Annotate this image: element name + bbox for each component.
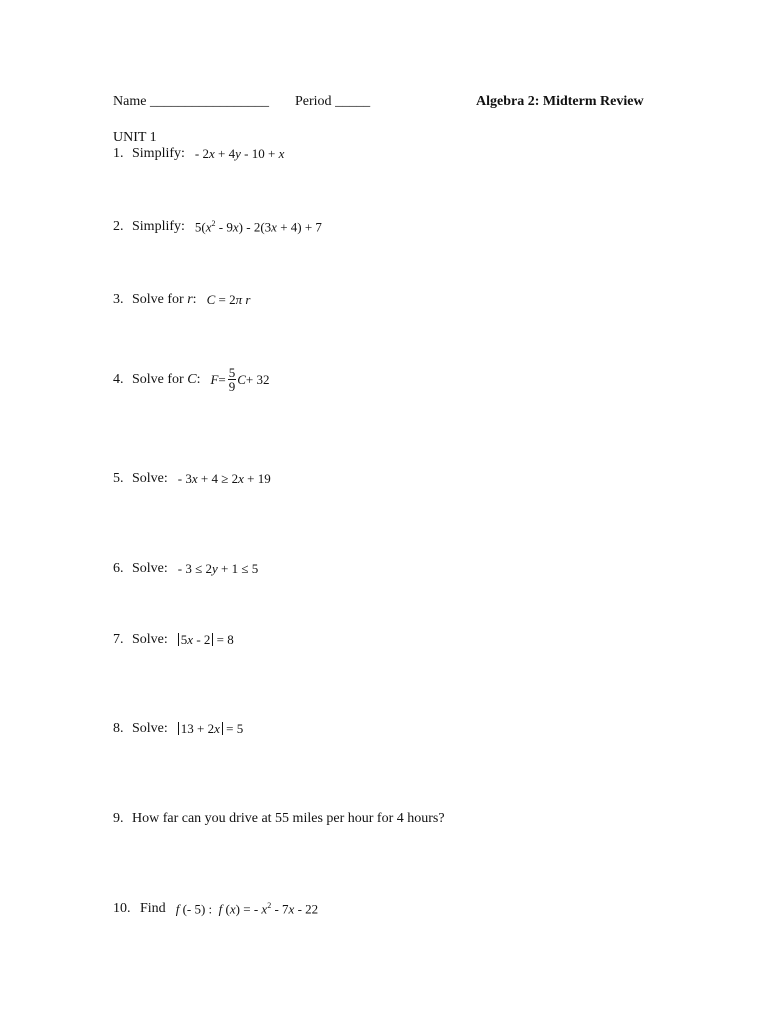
question-6 <box>113 561 258 577</box>
question-text: Solve for <box>132 371 184 387</box>
question-2 <box>113 219 322 235</box>
name-field <box>113 94 269 110</box>
expression: - 3 ≤ 2y + 1 ≤ 5 <box>177 561 259 576</box>
expression: F = $\frac{5}{9}$ C + 32 <box>210 365 270 394</box>
question-10 <box>113 901 318 917</box>
question-number: 6. <box>113 561 124 576</box>
question-text: Solve: <box>132 471 168 486</box>
fraction: $\frac{5}{9}$ <box>228 365 236 394</box>
question-variable: C <box>187 371 197 387</box>
question-number: 2. <box>113 219 124 235</box>
question-text: Solve: <box>132 632 168 647</box>
question-text: Solve: <box>132 561 168 576</box>
question-text: Solve: <box>132 721 168 736</box>
absolute-value: 5x - 2 <box>178 633 214 646</box>
question-number: 4. <box>113 371 124 387</box>
question-number: 9. <box>113 811 124 826</box>
question-number: 7. <box>113 632 124 647</box>
question-text: Find <box>140 901 166 917</box>
question-number: 3. <box>113 292 124 307</box>
expression: $5(x^2 - 9x) - 2(3x + 4) + 7$ <box>194 219 322 235</box>
expression: f (- 5) : f (x) = - $x^2 - 7x - 22$ <box>175 901 319 917</box>
question-3: 3. Solve for r : C = 2π r <box>113 292 251 307</box>
question-text: How far can you drive at 55 miles per hour for 4 hours? <box>132 811 445 826</box>
name-label: Name <box>113 94 147 109</box>
unit-label: UNIT 1 <box>113 130 157 145</box>
question-9 <box>113 811 445 827</box>
expression: - 2x + 4y - 10 + x <box>194 146 285 161</box>
question-1 <box>113 146 284 162</box>
expression: 5x - 2 = 8 <box>178 632 234 648</box>
question-variable: r <box>187 292 193 307</box>
expression: - 3x + 4 ≥ 2x + 19 <box>177 471 271 486</box>
name-blank-line: _________________ <box>149 94 269 109</box>
question-number: 10. <box>113 901 131 917</box>
period-blank-line: _____ <box>335 94 371 109</box>
question-5 <box>113 471 271 487</box>
question-8 <box>113 721 243 737</box>
question-text: Simplify: <box>132 219 185 235</box>
expression: 13 + 2x = 5 <box>178 721 243 737</box>
question-text: Solve for <box>132 292 184 307</box>
expression: C = 2π r <box>206 292 251 307</box>
period-field <box>295 94 370 110</box>
question-text: Simplify: <box>132 146 185 161</box>
question-number: 1. <box>113 146 124 161</box>
absolute-value: 13 + 2x <box>178 722 223 735</box>
question-7 <box>113 632 234 648</box>
question-4: 4. Solve for C : F = $\frac{5}{9}$ C + 32 <box>113 365 270 394</box>
question-number: 8. <box>113 721 124 736</box>
period-label: Period <box>295 94 332 109</box>
worksheet-title: Algebra 2: Midterm Review <box>476 94 644 109</box>
question-number: 5. <box>113 471 124 486</box>
